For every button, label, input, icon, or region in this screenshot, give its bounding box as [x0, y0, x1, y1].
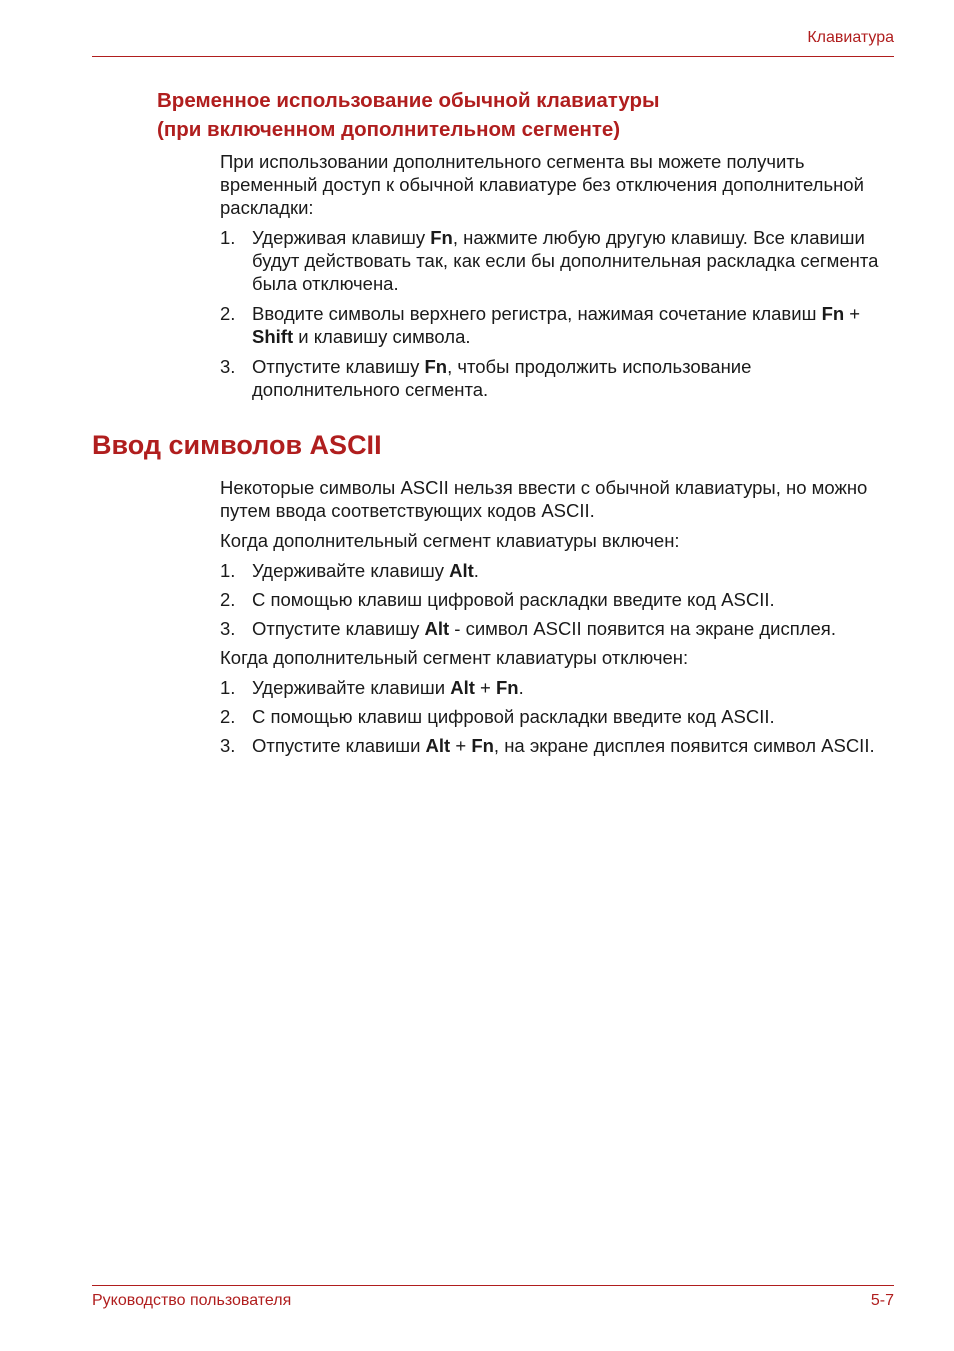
list-text: Отпустите клавишу — [252, 618, 425, 639]
intro-paragraph: При использовании дополнительного сегмента вы можете получить временный доступ к обычной клавиатуре без отключения дополнительной раскладки: — [220, 151, 864, 218]
list-item — [220, 734, 900, 757]
list-number: 1. — [220, 227, 236, 248]
list-item — [220, 588, 900, 611]
footer-manual-title: Руководство пользователя — [92, 1292, 292, 1309]
key-name: Shift — [252, 326, 294, 347]
condition-label-off: Когда дополнительный сегмент клавиатуры отключен: — [220, 647, 689, 668]
list-number: 2. — [220, 706, 236, 727]
list-text: Удерживайте клавиши — [252, 677, 451, 698]
list-text: , на экране дисплея появится символ ASCII. — [493, 735, 875, 756]
list-text: Отпустите клавишу — [252, 356, 425, 377]
list-number: 3. — [220, 618, 236, 639]
steps-list — [220, 226, 900, 401]
list-item — [220, 355, 900, 401]
list-text: Вводите символы верхнего регистра, нажимая сочетание клавиш — [252, 303, 822, 324]
key-name: Fn — [471, 735, 494, 756]
list-number: 3. — [220, 735, 236, 756]
steps-list-off — [220, 676, 900, 757]
list-item — [220, 676, 900, 699]
key-name: Fn — [430, 227, 453, 248]
subsection-title-line-2: (при включенном дополнительном сегменте) — [157, 118, 621, 141]
list-text: Отпустите клавиши — [252, 735, 426, 756]
list-item — [220, 559, 900, 582]
list-item — [220, 617, 900, 640]
list-text: - символ ASCII появится на экране дисплея. — [449, 618, 836, 639]
list-item — [220, 226, 900, 295]
page-number: 5-7 — [870, 1292, 894, 1309]
key-name: Fn — [495, 677, 519, 698]
list-number: 2. — [220, 303, 236, 324]
list-text: Удерживая клавишу — [252, 227, 431, 248]
footer-divider — [92, 1285, 894, 1286]
list-number: 3. — [220, 356, 236, 377]
key-name: Fn — [821, 303, 845, 324]
header-section-title: Клавиатура — [807, 29, 894, 46]
key-name: Fn — [424, 356, 448, 377]
key-name: Alt — [424, 618, 450, 639]
key-name: Alt — [425, 735, 451, 756]
condition-label-on: Когда дополнительный сегмент клавиатуры включен: — [220, 530, 680, 551]
key-name: Alt — [449, 560, 474, 581]
key-name: Alt — [450, 677, 475, 698]
list-text: + — [450, 735, 472, 756]
section-body — [220, 476, 900, 763]
list-text: , нажмите любую другую клавишу. Все клавиши будут действовать так, как если бы дополнительная раскладка сегмента была отключена. — [252, 227, 879, 294]
steps-list-on — [220, 559, 900, 640]
section-title: Ввод символов ASCII — [92, 430, 382, 460]
list-number: 1. — [220, 560, 236, 581]
list-text: . — [473, 560, 479, 581]
list-text: , чтобы продолжить использование дополнительного сегмента. — [252, 356, 752, 400]
list-text: + — [844, 303, 861, 324]
list-text: Удерживайте клавишу — [252, 560, 450, 581]
subsection-title-line-1: Временное использование обычной клавиатуры — [157, 89, 660, 112]
list-number: 2. — [220, 589, 236, 610]
header-divider — [92, 56, 894, 57]
list-item — [220, 302, 900, 348]
list-text: С помощью клавиш цифровой раскладки введите код ASCII. — [252, 589, 775, 610]
list-item — [220, 705, 900, 728]
intro-paragraph: Некоторые символы ASCII нельзя ввести с обычной клавиатуры, но можно путем ввода соответствующих кодов ASCII. — [220, 477, 868, 521]
list-number: 1. — [220, 677, 236, 698]
list-text: + — [474, 677, 496, 698]
list-text: и клавишу символа. — [293, 326, 471, 347]
list-text: . — [518, 677, 524, 698]
subsection-title — [157, 86, 857, 144]
subsection-body — [220, 150, 900, 408]
list-text: С помощью клавиш цифровой раскладки введите код ASCII. — [252, 706, 775, 727]
